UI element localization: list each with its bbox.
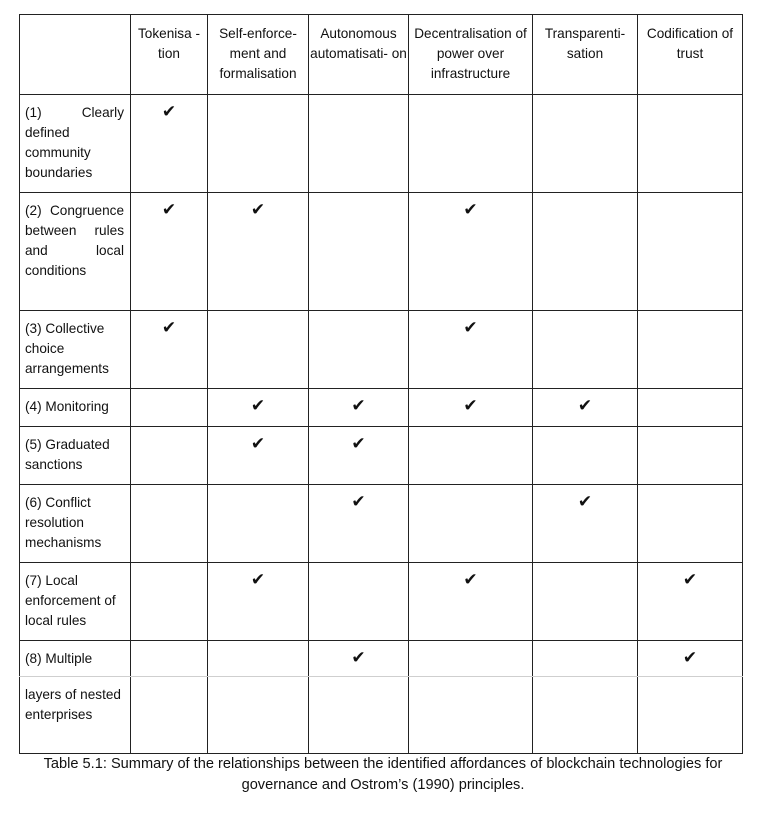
check-cell bbox=[638, 311, 743, 389]
check-cell bbox=[533, 641, 638, 677]
row-label: (8) Multiple bbox=[20, 641, 131, 677]
check-cell bbox=[638, 193, 743, 311]
row-label: (1) Clearly defined community boundaries bbox=[20, 95, 131, 193]
row-label: (6) Conflict resolution mechanisms bbox=[20, 485, 131, 563]
check-cell bbox=[638, 389, 743, 427]
affordances-principles-table bbox=[19, 14, 743, 754]
check-cell bbox=[409, 677, 533, 754]
check-cell bbox=[131, 677, 208, 754]
header-transparentisation: Transparenti- sation bbox=[533, 15, 638, 95]
table-row bbox=[20, 427, 743, 485]
table-row bbox=[20, 311, 743, 389]
check-cell: ✔ bbox=[309, 641, 409, 677]
check-cell: ✔ bbox=[208, 427, 309, 485]
check-cell bbox=[638, 427, 743, 485]
header-tokenisation: Tokenisa -tion bbox=[131, 15, 208, 95]
table-row bbox=[20, 95, 743, 193]
check-cell bbox=[208, 95, 309, 193]
check-cell: ✔ bbox=[131, 95, 208, 193]
check-cell: ✔ bbox=[309, 485, 409, 563]
check-cell bbox=[638, 95, 743, 193]
check-cell bbox=[309, 95, 409, 193]
check-cell: ✔ bbox=[409, 563, 533, 641]
check-cell bbox=[309, 193, 409, 311]
table-row bbox=[20, 389, 743, 427]
check-cell bbox=[131, 485, 208, 563]
row-label: (3) Collective choice arrangements bbox=[20, 311, 131, 389]
check-cell: ✔ bbox=[409, 389, 533, 427]
check-cell bbox=[409, 641, 533, 677]
check-cell bbox=[533, 563, 638, 641]
check-cell bbox=[208, 311, 309, 389]
check-cell bbox=[533, 427, 638, 485]
check-cell bbox=[533, 677, 638, 754]
table-row bbox=[20, 563, 743, 641]
check-cell bbox=[409, 95, 533, 193]
check-cell: ✔ bbox=[309, 389, 409, 427]
table-row bbox=[20, 641, 743, 677]
table-row bbox=[20, 485, 743, 563]
check-cell bbox=[208, 485, 309, 563]
row-label: (5) Graduated sanctions bbox=[20, 427, 131, 485]
row-label: layers of nested enterprises bbox=[20, 677, 131, 754]
check-cell bbox=[638, 677, 743, 754]
check-cell bbox=[131, 389, 208, 427]
header-row bbox=[20, 15, 743, 95]
check-cell: ✔ bbox=[208, 193, 309, 311]
check-cell: ✔ bbox=[638, 641, 743, 677]
header-self-enforcement: Self-enforce- ment and formalisation bbox=[208, 15, 309, 95]
header-decentralisation: Decentralisation of power over infrastructure bbox=[409, 15, 533, 95]
check-cell bbox=[533, 95, 638, 193]
table-row bbox=[20, 677, 743, 754]
check-cell bbox=[131, 563, 208, 641]
check-cell bbox=[409, 485, 533, 563]
header-codification-of-trust: Codification of trust bbox=[638, 15, 743, 95]
check-cell: ✔ bbox=[409, 193, 533, 311]
check-cell bbox=[208, 641, 309, 677]
check-cell bbox=[309, 311, 409, 389]
check-cell: ✔ bbox=[533, 485, 638, 563]
check-cell bbox=[131, 427, 208, 485]
check-cell bbox=[533, 311, 638, 389]
check-cell bbox=[638, 485, 743, 563]
check-cell: ✔ bbox=[309, 427, 409, 485]
check-cell: ✔ bbox=[638, 563, 743, 641]
table-caption: Table 5.1: Summary of the relationships between the identified affordances of blockchain technologies for governance and Ostrom’s (1990) principles. bbox=[43, 756, 723, 793]
row-label: (4) Monitoring bbox=[20, 389, 131, 427]
row-label: (2) Congruence between rules and local conditions bbox=[20, 193, 131, 311]
check-cell bbox=[409, 427, 533, 485]
check-cell bbox=[208, 677, 309, 754]
check-cell: ✔ bbox=[131, 193, 208, 311]
check-cell bbox=[309, 563, 409, 641]
check-cell: ✔ bbox=[533, 389, 638, 427]
check-cell: ✔ bbox=[131, 311, 208, 389]
row-label: (7) Local enforcement of local rules bbox=[20, 563, 131, 641]
header-corner bbox=[20, 15, 131, 95]
header-autonomous-automatisation: Autonomous automatisati- on bbox=[309, 15, 409, 95]
check-cell bbox=[533, 193, 638, 311]
table-row bbox=[20, 193, 743, 311]
check-cell bbox=[309, 677, 409, 754]
check-cell: ✔ bbox=[409, 311, 533, 389]
check-cell: ✔ bbox=[208, 389, 309, 427]
check-cell bbox=[131, 641, 208, 677]
check-cell: ✔ bbox=[208, 563, 309, 641]
